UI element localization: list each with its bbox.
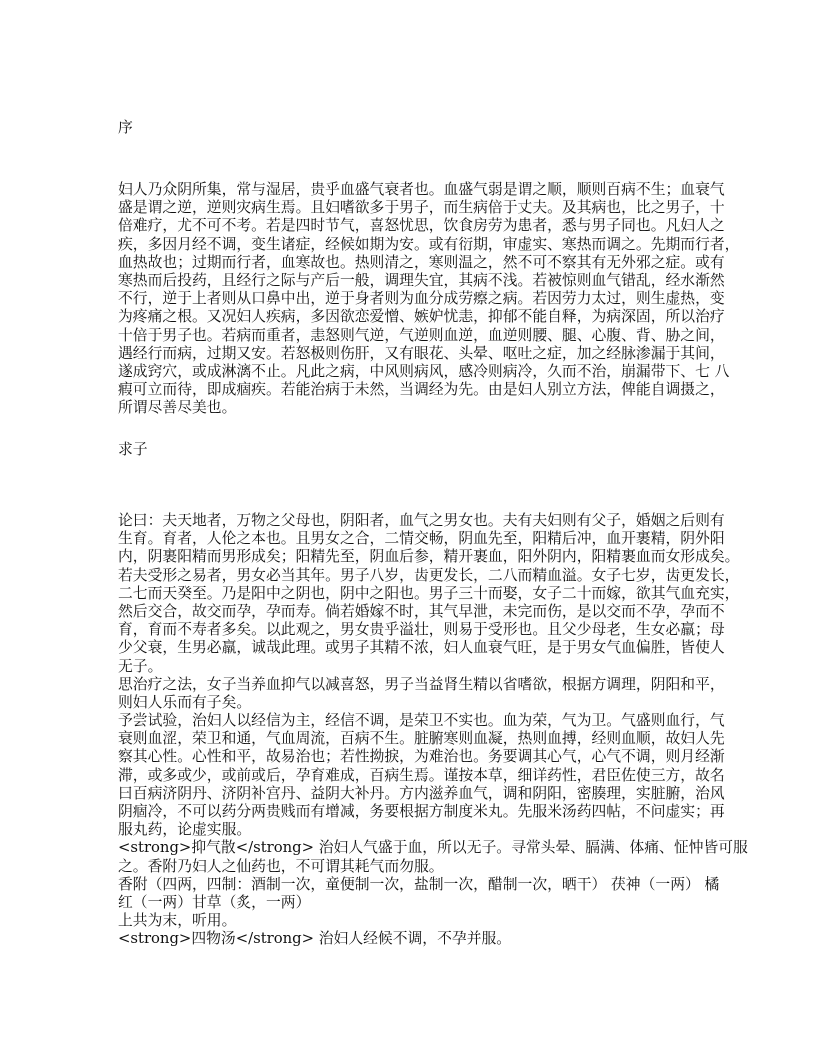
text-line: 则妇人乐而有子矣。 [118, 693, 252, 711]
text-line: 内，阴裹阳精而男形成矣；阳精先至，阴血后参，精开裹血，阳外阴内，阳精裹血而女形成矣。 [118, 548, 740, 566]
paragraph [118, 912, 701, 930]
text-line: 盛是谓之逆，逆则灾病生焉。且妇嗜欲多于男子，而生病倍于丈夫。及其病也，比之男子，十 [118, 199, 725, 217]
text-line: 寒热而后投药，且经行之际与产后一般，调理失宜，其病不浅。若被惊则血气错乱，经水渐然 [118, 271, 725, 289]
text-line: 滞，或多或少，或前或后，孕育难成，百病生焉。谨按本草，细详药性，君臣佐使三方，故名 [118, 766, 725, 784]
text-line: 上共为末，听用。 [118, 912, 237, 930]
text-line: 为疼痛之根。又况妇人疾病，多因欲恋爱憎、嫉妒忧恚，抑郁不能自释，为病深固，所以治疗 [118, 308, 725, 326]
section-heading-preface: 序 [118, 119, 133, 136]
paragraph [118, 512, 740, 676]
text-line: 不行，逆于上者则从口鼻中出，逆于身者则为血分成劳瘵之病。若因劳力太过，则生虚热，变 [118, 290, 725, 308]
paragraph [118, 675, 725, 712]
paragraph [118, 712, 725, 839]
text-line: 无子。 [118, 657, 163, 675]
text-line: 红（一两）甘草（炙，一两） [118, 893, 311, 911]
text-line: 察其心性。心性和平，故易治也；若性拗捩，为难治也。务要调其心气，心气不调，则月经渐 [118, 748, 725, 766]
text-line: 十倍于男子也。若病而重者，恚怒则气逆，气逆则血逆，血逆则腰、腿、心腹、背、胁之间， [118, 326, 725, 344]
text-line: 予尝试验，治妇人以经信为主，经信不调，是荣卫不实也。血为荣，气为卫。气盛则血行，气 [118, 712, 725, 730]
text-line: 疾，多因月经不调，变生诸症，经候如期为安。或有衍期，审虚实、寒热而调之。先期而行者， [118, 235, 740, 253]
text-line: 之。香附乃妇人之仙药也，不可谓其耗气而勿服。 [118, 857, 444, 875]
text-line: 遇经行而病，过期又安。若怒极则伤肝，又有眼花、头晕、呕吐之症，加之经脉渗漏于其间， [118, 344, 725, 362]
text-line: 所谓尽善尽美也。 [118, 399, 237, 417]
seeking-children-body [118, 512, 748, 949]
text-line: 香附（四两，四制：酒制一次，童便制一次，盐制一次，醋制一次，晒干） 茯神（一两） 橘 [118, 875, 720, 893]
text-line: <strong>四物汤</strong> 治妇人经候不调，不孕并服。 [118, 930, 512, 948]
text-line: 思治疗之法，女子当养血抑气以减喜怒，男子当益肾生精以省嗜欲，根据方调理，阴阳和平， [118, 675, 725, 693]
text-line: 论曰：夫天地者，万物之父母也，阴阳者，血气之男女也。夫有夫妇则有父子，婚姻之后则有 [118, 512, 725, 529]
text-line: 曰百病济阴丹、济阴补宫丹、益阴大补丹。方内滋养血气，调和阴阳，密腠理，实脏腑，治风 [118, 784, 725, 802]
text-line: 阴痼冷，不可以药分两贵贱而有增减，务要根据方制度米丸。先服米汤药四帖，不问虚实；再 [118, 803, 725, 820]
text-line: 瘕可立而待，即成痼疾。若能治病于未然，当调经为先。由是妇人别立方法，俾能自调摄之， [118, 381, 725, 399]
text-line: 妇人乃众阴所集，常与湿居，贵乎血盛气衰者也。血盛气弱是谓之顺，顺则百病不生；血衰气 [118, 181, 725, 198]
paragraph [118, 181, 740, 417]
text-line: 衰则血涩，荣卫和通，气血周流，百病不生。脏腑寒则血凝，热则血搏，经则血顺，故妇人先 [118, 730, 725, 748]
paragraph [118, 875, 720, 912]
text-line: 服丸药，论虚实服。 [118, 821, 252, 839]
text-line: <strong>抑气散</strong> 治妇人气盛于血，所以无子。寻常头晕、膈满、体痛、怔忡皆可服 [118, 839, 748, 857]
text-line: 生育。育者，人伦之本也。且男女之合，二情交畅，阴血先至，阳精后冲，血开裹精，阴外阳 [118, 530, 725, 548]
text-line: 二七而天癸至。乃是阳中之阴也，阴中之阳也。男子三十而娶，女子二十而嫁，欲其气血充实， [118, 584, 740, 602]
text-line: 倍难疗，尤不可不考。若是四时节气，喜怒忧思，饮食房劳为患者，悉与男子同也。凡妇人之 [118, 217, 725, 235]
text-line: 少父衰，生男必羸，诚哉此理。或男子其精不浓，妇人血衰气旺，是于男女气血偏胜，皆使人 [118, 639, 725, 657]
text-line: 血热故也；过期而行者，血寒故也。热则清之，寒则温之，然不可不察其有无外邪之症。或有 [118, 253, 725, 271]
paragraph [118, 839, 748, 875]
text-line: 育，育而不寿者多矣。以此观之，男女贵乎溢壮，则易于受形也。且父少母老，生女必羸；母 [118, 621, 725, 639]
text-line: 若夫受形之易者，男女必当其年。男子八岁，齿更发长，二八而精血溢。女子七岁，齿更发长， [118, 566, 740, 584]
section-heading-seeking-children: 求子 [118, 441, 148, 458]
paragraph [118, 930, 701, 948]
text-line: 遂成窍穴，或成淋漓不止。凡此之病，中风则病风，感冷则病冷，久而不治，崩漏带下、七 八 [118, 362, 730, 380]
text-line: 然后交合，故交而孕，孕而寿。倘若婚嫁不时，其气早泄，未完而伤，是以交而不孕，孕而不 [118, 602, 725, 620]
preface-body [118, 181, 740, 417]
